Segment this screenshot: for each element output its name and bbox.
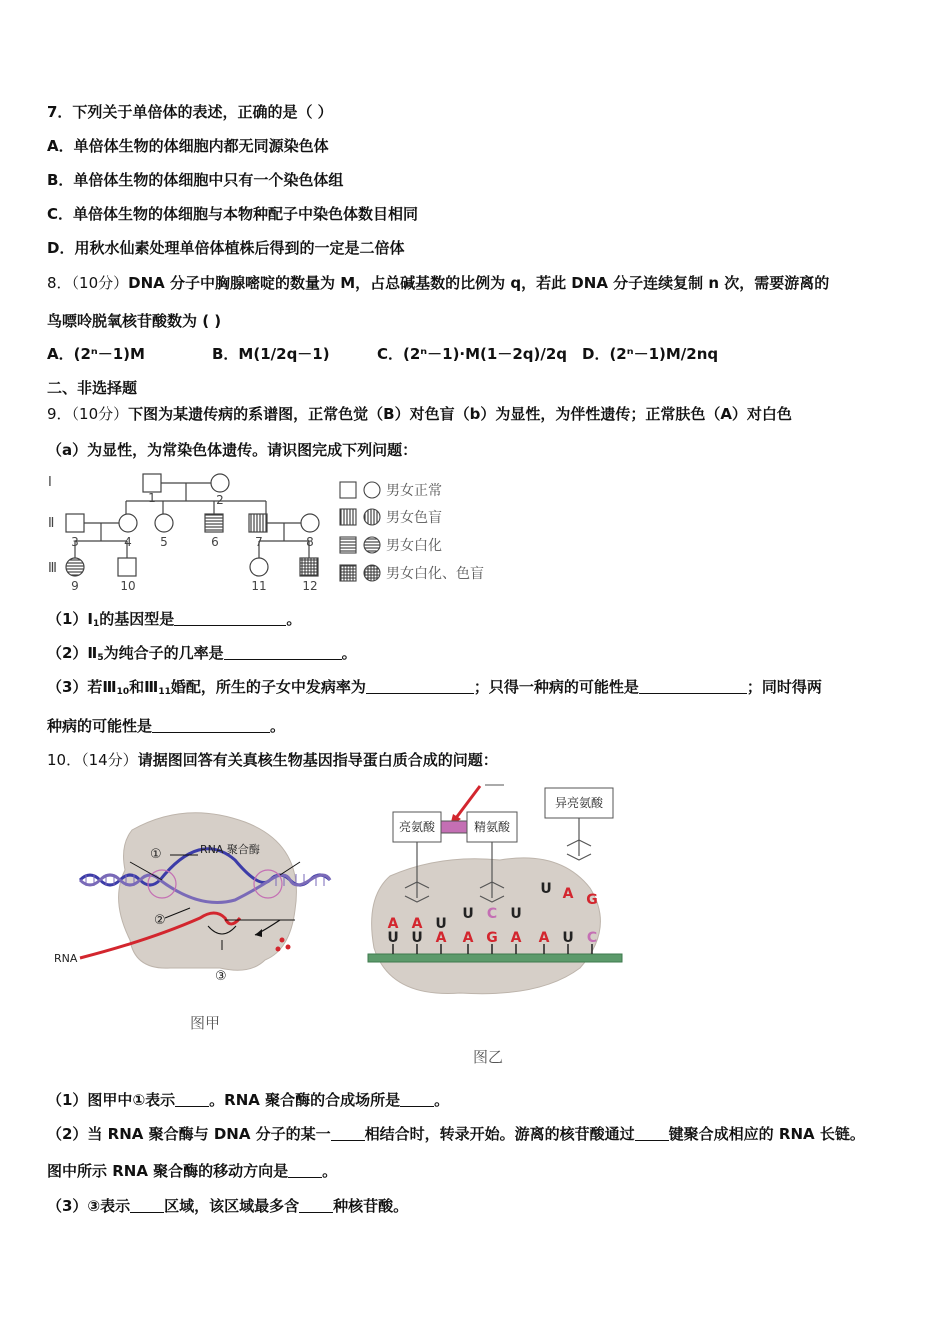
pid-12: 12 (302, 579, 318, 593)
mrna-base-4: A (462, 930, 474, 946)
pid-11: 11 (251, 579, 267, 593)
pid-2: 2 (216, 493, 224, 507)
figa-enzyme-label: RNA 聚合酶 (200, 843, 260, 856)
anticodon-2-a: U (462, 906, 474, 922)
figa-marker-1: ① (150, 847, 162, 862)
anticodon-3-c: G (586, 892, 598, 908)
pedigree-ii4 (119, 514, 137, 532)
q8-option-b: B．M(1/2q－1) (212, 345, 330, 363)
pedigree-iii11 (250, 558, 268, 576)
figb-aa-3: 异亮氨酸 (554, 796, 604, 810)
gen-label-3: Ⅲ (48, 561, 57, 576)
q10-stem: 10．（14分）请据图回答有关真核生物基因指导蛋白质合成的问题： (47, 751, 498, 769)
section-heading: 二、非选择题 (47, 379, 138, 397)
anticodon-3-b: A (562, 886, 574, 902)
figb-aa-2: 精氨酸 (473, 820, 511, 834)
q9-part1: $(1)Ⅰ_1$的基因型是 。 (47, 610, 302, 629)
q10-part2-line1: （2）当 RNA 聚合酶与 DNA 分子的某一 相结合时，转录开始。游离的核苷酸通过 键聚合成相应的 RNA 长链。 (47, 1125, 865, 1143)
pedigree-iii12 (300, 558, 318, 576)
anticodon-1-c: U (435, 916, 447, 932)
mrna-base-3: A (435, 930, 447, 946)
pedigree-ii5 (155, 514, 173, 532)
q9-stem-line2: （a）为显性，为常染色体遗传。请识图完成下列问题： (47, 441, 418, 459)
mrna-base-8: U (562, 930, 574, 946)
q7-option-d: D．用秋水仙素处理单倍体植株后得到的一定是二倍体 (47, 239, 405, 257)
q9-stem-line1: 9．（10分）下图为某遗传病的系谱图，正常色觉（B）对色盲（b）为显性，为伴性遗传；正常肤色（A）对白色 (47, 405, 792, 423)
q9-part3-line2: 种病的可能性是 。 (47, 717, 286, 735)
pid-3: 3 (71, 535, 79, 549)
legend-both: 男女白化、色盲 (386, 566, 484, 582)
q8-options (47, 344, 718, 364)
anticodon-1-a: A (387, 916, 399, 932)
mrna-base-5: G (486, 930, 498, 946)
q9-part3-line1: （3）若$Ⅲ_{10}$和$Ⅲ_{11}$婚配，所生的子女中发病率为 ；只得一种病的可能性是 ；同时得两 (47, 678, 822, 697)
pedigree-ii6 (205, 514, 223, 532)
anticodon-2-b: C (486, 906, 498, 922)
anticodon-3-a: U (540, 881, 552, 897)
figa-rna-label: RNA (54, 952, 78, 965)
pedigree-ii3 (66, 514, 84, 532)
figb-caption: 图乙 (472, 1048, 504, 1066)
pid-9: 9 (71, 579, 79, 593)
pid-8: 8 (306, 535, 314, 549)
figa-marker-2: ② (154, 913, 166, 928)
pid-10: 10 (120, 579, 136, 593)
gen-label-2: Ⅱ (48, 516, 55, 531)
pid-4: 4 (124, 535, 132, 549)
anticodon-1-b: A (411, 916, 423, 932)
mrna-base-2: U (411, 930, 423, 946)
q9-part2: $(2)Ⅱ_5$为纯合子的几率是 。 (47, 644, 357, 663)
mrna-base-9: C (586, 930, 598, 946)
mrna-base-7: A (538, 930, 550, 946)
gen-label-1: Ⅰ (48, 475, 52, 490)
q10-part1: （1）图甲中①表示 。RNA 聚合酶的合成场所是 。 (47, 1091, 450, 1109)
figa-caption: 图甲 (190, 1014, 221, 1032)
pid-1: 1 (148, 491, 156, 505)
pid-5: 5 (160, 535, 168, 549)
q10-part2-line2: 图中所示 RNA 聚合酶的移动方向是 。 (47, 1162, 338, 1180)
legend-albino: 男女白化 (386, 538, 442, 554)
mrna-base-1: U (387, 930, 399, 946)
anticodon-2-c: U (510, 906, 522, 922)
figure-a-transcription (50, 800, 340, 1040)
q7-stem: 7．下列关于单倍体的表述，正确的是（ ） (47, 103, 333, 121)
q7-option-b: B．单倍体生物的体细胞中只有一个染色体组 (47, 171, 344, 189)
pedigree-chart (40, 466, 510, 596)
pedigree-iii10 (118, 558, 136, 576)
q7-option-a: A．单倍体生物的体细胞内都无同源染色体 (47, 137, 329, 155)
legend-normal: 男女正常 (386, 483, 442, 499)
pedigree-i2 (211, 474, 229, 492)
q8-option-c: C．(2ⁿ－1)·M(1－2q)/2q (377, 345, 568, 363)
figa-marker-3: ③ (215, 969, 227, 984)
pedigree-iii9 (66, 558, 84, 576)
pedigree-i1 (143, 474, 161, 492)
pedigree-ii8 (301, 514, 319, 532)
figure-b-translation (360, 778, 635, 1070)
pid-7: 7 (255, 535, 263, 549)
figb-aa-1: 亮氨酸 (398, 820, 436, 834)
q8-option-d: D．(2ⁿ－1)M/2nq (582, 345, 719, 363)
q10-part3: （3）③表示 区域，该区域最多含 种核苷酸。 (47, 1197, 409, 1215)
q8-stem-line1: 8．（10分）DNA 分子中胸腺嘧啶的数量为 M，占总碱基数的比例为 q，若此 DNA 分子连续复制 n 次，需要游离的 (47, 274, 830, 292)
legend-colorblind: 男女色盲 (386, 510, 442, 526)
pedigree-ii7 (249, 514, 267, 532)
q7-option-c: C．单倍体生物的体细胞与本物种配子中染色体数目相同 (47, 205, 419, 223)
pid-6: 6 (211, 535, 219, 549)
q8-option-a: A．(2ⁿ－1)M (47, 345, 145, 363)
mrna-base-6: A (510, 930, 522, 946)
q8-stem-line2: 鸟嘌呤脱氧核苷酸数为 ( ) (47, 312, 222, 330)
